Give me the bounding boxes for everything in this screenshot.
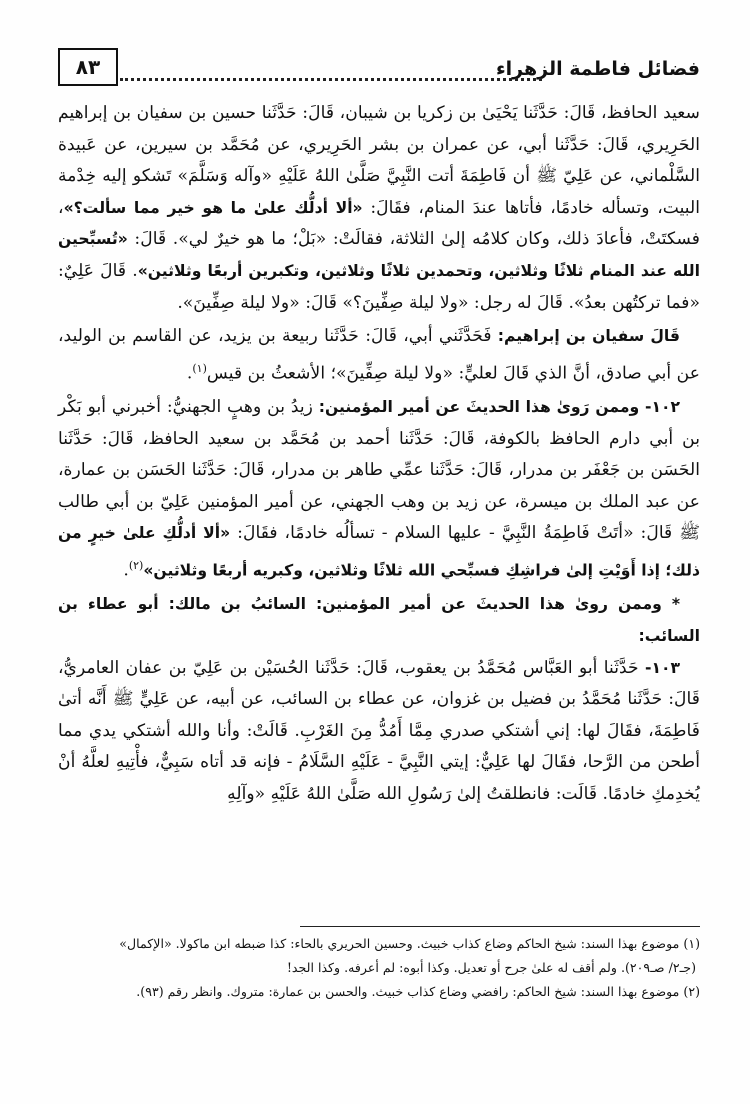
page-number: ٨٣ [58,48,118,86]
main-text [58,98,700,811]
footnotes [58,932,700,1004]
header-dotted-rule [120,78,542,81]
running-title: فضائل فاطمة الزهراء [495,58,700,80]
section-heading-saib: * وممن روىٰ هذا الحديثَ عن أمير المؤمنين: السائبُ بن مالك: أبو عطاء بن السائب: [58,595,700,645]
footnote-2: (٢) موضوع بهذا السند: شيخ الحاكم: رافضي وضاع كذاب خبيث. والحسن بن عمارة: متروك. وانظر رقم (٩٣). [136,984,700,999]
page-header [58,48,700,88]
paragraph-hadith-102: ١٠٢- وممن رَوىٰ هذا الحديثَ عن أمير المؤمنين: زيدُ بن وهبٍ الجهنيُّ: أخبرني أبو بَكْر بن أبي دارم الحافظ بالكوفة، قَالَ: حَدَّثَنا أحمد بن مُحَمَّد بن سعيد الحافظ، قَالَ: حَدَّثَنا الحَسَن بن جَعْفَر بن مدرار، قَالَ: حَدَّثَنا عمِّي طاهر بن مدرار، قَالَ: حَدَّثَنا الحَسَن بن عمارة، عن عبد الملك بن ميسرة، عن زيد بن وهب الجهني، عن أمير المؤمنين عَلِيّ بن أبي طالب ﷺ قَالَ: «أتَتْ فَاطِمَةُ النَّبِيَّ - عليها السلام - تسألُه خادمًا، فقَالَ: «ألا أدلُّكِ علىٰ خيرٍ من ذلك؛ إذا أَوَيْتِ إلىٰ فراشِكِ فسبِّحي الله ثلاثًا وثلاثين، وكبريه أربعًا وثلاثين»$^{(٢)}$. [58,397,700,581]
footnote-ref-2[interactable]: (٢) [128,559,144,573]
footnote-separator [300,926,700,927]
footnote-1: (١) موضوع بهذا السند: شيخ الحاكم وضاع كذاب خبيث. وحسين الحريري بالحاء: كذا ضبطه ابن ماكولا. «الإكمال» [119,936,700,951]
paragraph-hadith-103: ١٠٣- حَدَّثَنا أبو العَبَّاس مُحَمَّدُ بن يعقوب، قَالَ: حَدَّثَنا الحُسَيْن بن عَلِيّ بن عفان العامريُّ، قَالَ: حَدَّثَنا مُحَمَّدُ بن فضيل بن غزوان، عن عطاء بن السائب، عن أبيه، عن عَلِيٍّ ﷺ أَنَّه أتىٰ فَاطِمَةَ، فقَالَ لها: إني أشتكي صدري مِمَّا أَمُدُّ مِنَ الغَرْبِ. قَالَتْ: وأنا والله أشتكي يدي مما أطحن من الرَّحا، فقَالَ لها عَلِيٌّ: إيتي النَّبِيَّ - عَلَيْهِ السَّلَامُ - فإنه قد أتاه سَبِيٌّ، فأْتِيهِ لعلَّهُ أنْ يُخدِمكِ خادمًا. قَالَت: فانطلقتُ إلىٰ رَسُولِ الله صَلَّىٰ اللهُ عَلَيْهِ «وآلِهِ [58,657,700,804]
paragraph-hadith-101-cont: سعيد الحافظ، قَالَ: حَدَّثَنا يَحْيَىٰ بن زكريا بن شيبان، قَالَ: حَدَّثَنا حسين بن سفيان بن إبراهيم الحَرِيري، قَالَ: حَدَّثَنا أبي، عن عمران بن بشر الحَرِيري، عن مُحَمَّد بن سيرين، عن عَبيدة السَّلْماني، عن عَلِيّ ﷺ أن فَاطِمَةَ أتت النَّبِيَّ صَلَّىٰ اللهُ عَلَيْهِ «وآله وَسَلَّمَ» تَشكو إليه خِدْمة البيت، وتسأله خادمًا، فأتاها عندَ المنام، فقَالَ: «ألا أدلُّك علىٰ ما هو خير مما سألت؟»، فسكتَتْ، فأعادَ ذلك، وكان كلامُه إلىٰ الثلاثة، فقالَتْ: «بَلْ؛ ما هو خيرٌ لي». قَالَ: «تُسبِّحين الله عند المنام ثلاثًا وثلاثين، وتحمدين ثلاثًا وثلاثين، وتكبرين أربعًا وثلاثين». قَالَ عَلِيٌ: «فما تركتُهن بعدُ». قَالَ له رجل: «ولا ليلة صِفِّينَ؟» قَالَ: «ولا ليلة صِفِّينَ». [58,103,701,313]
footnote-1-continued: (جـ٢/ صـ٢٠٩). ولم أقف له علىٰ جرح أو تعديل. وكذا أبوه: لم أعرفه. وكذا الجد! [286,960,696,975]
footnote-ref-1[interactable]: (١) [192,361,207,375]
paragraph-sufyan-note: قَالَ سفيان بن إبراهيم: فَحَدَّثَني أبي، قَالَ: حَدَّثَنا ربيعة بن يزيد، عن القاسم بن الوليد، عن أبي صادق، أنَّ الذي قَالَ لعليٍّ: «ولا ليلة صِفِّينَ»؛ الأشعثُ بن قيس$^{(١)}$. [58,326,700,384]
